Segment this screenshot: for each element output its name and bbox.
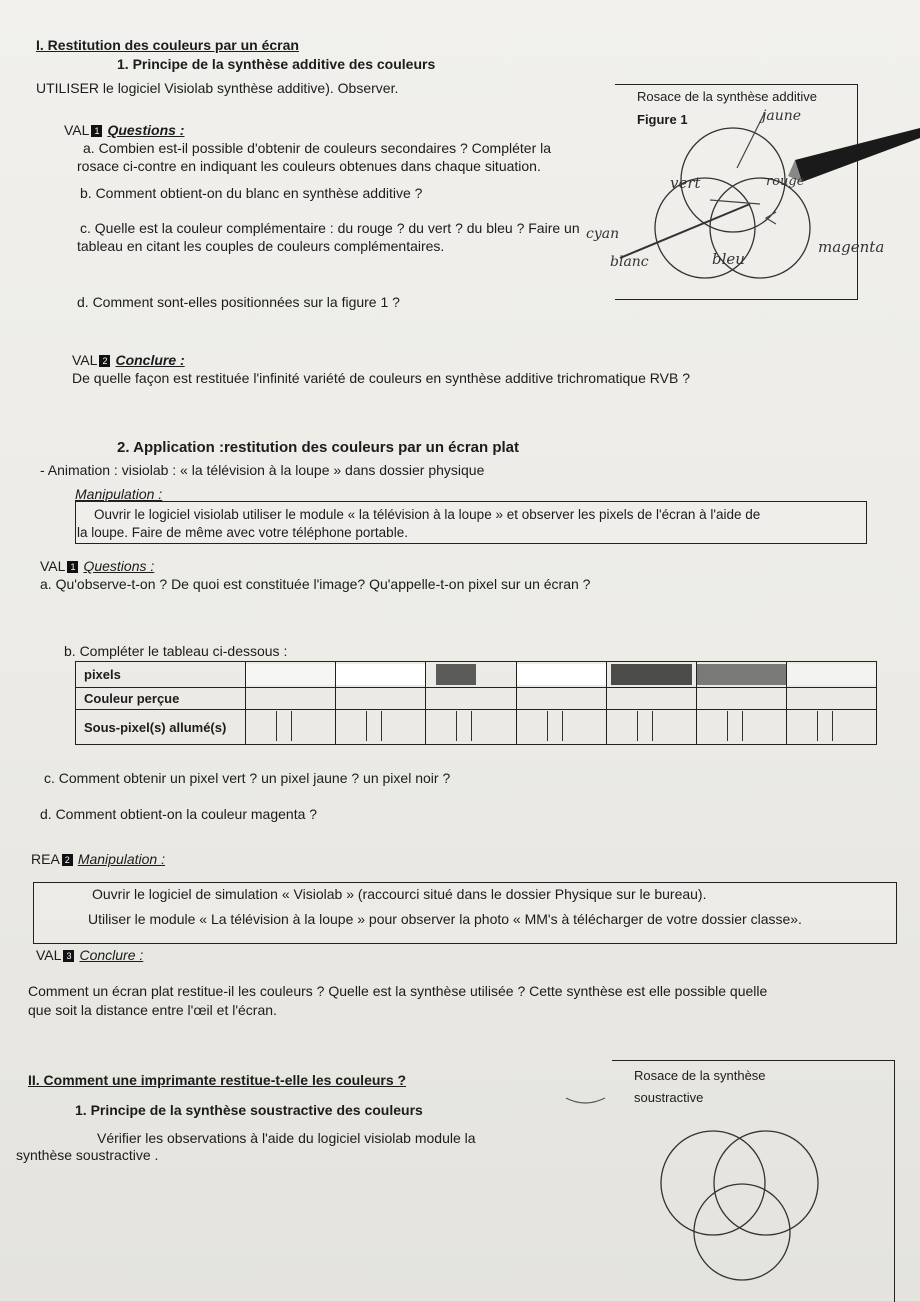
app-question-b: b. Compléter le tableau ci-dessous : (64, 643, 288, 659)
section2-title: II. Comment une imprimante restitue-t-elle les couleurs ? (28, 1072, 407, 1088)
hw-cyan: cyan (586, 226, 620, 242)
manipulation-text-4: Utiliser le module « La télévision à la loupe » pour observer la photo « MM's à télécharger de votre dossier classe». (88, 911, 802, 927)
rea2-label: REA 2 Manipulation : (31, 851, 165, 867)
app-val1-badge: 1 (67, 561, 78, 573)
intro-text: UTILISER le logiciel Visiolab synthèse additive). Observer. (36, 80, 399, 96)
conclude-question: De quelle façon est restituée l'infinité variété de couleurs en synthèse additive trichromatique RVB ? (72, 370, 690, 386)
question-d: d. Comment sont-elles positionnées sur la figure 1 ? (77, 294, 400, 310)
val2-badge: 2 (99, 355, 110, 367)
manipulation-text-2: la loupe. Faire de même avec votre téléphone portable. (77, 525, 408, 540)
app-val1-label: VAL 1 Questions : (40, 558, 155, 574)
val1-label: VAL 1 Questions : (64, 122, 185, 138)
conclude3-line2: que soit la distance entre l'œil et l'écran. (28, 1002, 277, 1018)
manipulation-text-3: Ouvrir le logiciel de simulation « Visiolab » (raccourci situé dans le dossier Physique sur le bureau). (92, 886, 707, 902)
hw-jaune: jaune (762, 108, 802, 124)
app-question-a: a. Qu'observe-t-on ? De quoi est constituée l'image? Qu'appelle-t-on pixel sur un écran ? (40, 576, 591, 592)
figure-label: Figure 1 (637, 112, 688, 127)
app-question-c: c. Comment obtenir un pixel vert ? un pixel jaune ? un pixel noir ? (44, 770, 451, 786)
question-c: c. Quelle est la couleur complémentaire : du rouge ? du vert ? du bleu ? Faire un (80, 220, 580, 236)
soustractive-text-1: Vérifier les observations à l'aide du logiciel visiolab module la (97, 1130, 476, 1146)
val2-label: VAL 2 Conclure : (72, 352, 185, 368)
manipulation-heading: Manipulation : (75, 486, 163, 502)
section-title: I. Restitution des couleurs par un écran (36, 37, 299, 53)
question-b: b. Comment obtient-on du blanc en synthèse additive ? (80, 185, 423, 201)
rea2-badge: 2 (62, 854, 73, 866)
val1-badge: 1 (91, 125, 102, 137)
rosace-soustractive-title-1: Rosace de la synthèse (634, 1068, 766, 1083)
question-a: a. Combien est-il possible d'obtenir de couleurs secondaires ? Compléter la (83, 140, 552, 156)
subsection-title: 1. Principe de la synthèse additive des couleurs (117, 56, 436, 72)
manipulation-text-1: Ouvrir le logiciel visiolab utiliser le module « la télévision à la loupe » et observer les pixels de l'écran à l'aide de (94, 507, 761, 522)
soustractive-subtitle: 1. Principe de la synthèse soustractive des couleurs (75, 1102, 423, 1118)
conclude3-line1: Comment un écran plat restitue-il les couleurs ? Quelle est la synthèse utilisée ? Cette synthèse est elle possible quelle (28, 983, 768, 999)
row-label-pixels: pixels (76, 662, 246, 688)
rosace-soustractive-title-2: soustractive (634, 1090, 704, 1105)
hw-magenta: magenta (818, 238, 885, 256)
hw-blanc: blanc (610, 254, 649, 270)
question-c-cont: tableau en citant les couples de couleurs complémentaires. (77, 238, 445, 254)
animation-line: - Animation : visiolab : « la télévision à la loupe » dans dossier physique (40, 462, 485, 478)
soustractive-text-2: synthèse soustractive . (16, 1147, 159, 1163)
val3-badge: 3 (63, 950, 74, 962)
row-label-couleur: Couleur perçue (76, 688, 246, 710)
val3-label: VAL 3 Conclure : (36, 947, 144, 963)
application-title: 2. Application :restitution des couleurs par un écran plat (117, 439, 520, 456)
app-question-d: d. Comment obtient-on la couleur magenta ? (40, 806, 318, 822)
question-a-cont: rosace ci-contre en indiquant les couleurs obtenues dans chaque situation. (77, 158, 541, 174)
hw-vert: vert (670, 174, 701, 192)
hw-rouge: rouge (766, 174, 805, 189)
hw-bleu: bleu (712, 250, 745, 268)
rosace-additive-title: Rosace de la synthèse additive (637, 89, 817, 104)
row-label-sous-pixels: Sous-pixel(s) allumé(s) (76, 710, 246, 745)
